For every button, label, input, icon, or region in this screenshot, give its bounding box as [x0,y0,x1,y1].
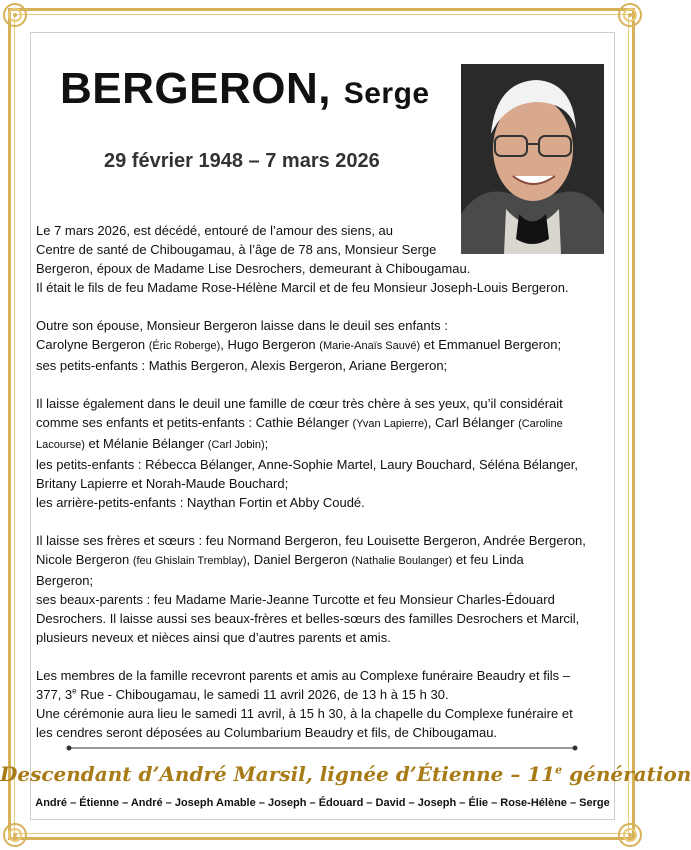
lineage-title [0,762,691,786]
ornament-corner-icon [615,0,645,30]
ordinal-suffix: e [555,763,563,777]
paragraph-death [36,221,610,297]
paragraph-heart-family [36,394,610,512]
text-line: les cendres seront déposées au Columbarium Beaudry et fils, de Chibougamau. [36,725,498,740]
text-run: et Mélanie Bélanger [84,436,208,451]
text-run: Nicole Bergeron [36,552,133,567]
spouse-note: (Caroline [518,418,563,430]
spouse-note: (Carl Jobin) [207,439,265,451]
ordinal-suffix: e [72,686,77,696]
text-line: Centre de santé de Chibougamau, à l’âge de 78 ans, Monsieur Serge [36,242,437,257]
text-line [36,434,610,455]
lineage-chain: André – Étienne – André – Joseph Amable – Joseph – Édouard – David – Joseph – Élie – Rose-Hélène – Serge [35,797,610,809]
spouse-note: (Yvan Lapierre) [352,418,428,430]
spouse-note: (Éric Roberge) [148,340,221,352]
text-line: Britany Lapierre et Norah-Maude Bouchard; [36,476,289,491]
paragraph-funeral [36,666,610,742]
surname: BERGERON [60,64,319,113]
paragraph-children [36,316,610,375]
paragraph-siblings [36,531,610,647]
text-line: Il laisse ses frères et sœurs : feu Normand Bergeron, feu Louisette Bergeron, Andrée Bergeron, [36,533,586,548]
spouse-note: (Marie-Anaïs Sauvé) [319,340,421,352]
text-line: Outre son épouse, Monsieur Bergeron laisse dans le deuil ses enfants : [36,318,448,333]
text-line: les petits-enfants : Rébecca Bélanger, Anne-Sophie Martel, Laury Bouchard, Séléna Bélanger, [36,457,579,472]
text-line: les arrière-petits-enfants : Naythan Fortin et Abby Coudé. [36,495,365,510]
lineage-title-text: Descendant d’André Marsil, lignée d’Étienne – 11 [0,762,556,786]
ornament-corner-icon [0,0,30,30]
spouse-note: (feu Ghislain Tremblay) [132,555,247,567]
ornament-corner-icon [0,820,30,850]
text-line: Il laisse également dans le deuil une famille de cœur très chère à ses yeux, qu’il considérait [36,396,563,411]
text-run: , Daniel Bergeron [246,552,352,567]
spouse-note: Lacourse) [36,439,85,451]
life-dates: 29 février 1948 – 7 mars 2026 [104,150,380,172]
text-line: Bergeron, époux de Madame Lise Desrochers, demeurant à Chibougamau. [36,261,471,276]
text-line: Bergeron; [36,573,94,588]
text-line [36,413,610,434]
text-line [36,685,610,704]
text-line: plusieurs neveux et nièces ainsi que d’autres parents et amis. [36,630,391,645]
deceased-name: BERGERON, Serge [60,64,430,113]
divider-line [66,745,578,751]
text-line: Desrochers. Il laisse aussi ses beaux-frères et belles-sœurs des familles Desrochers et Marcil, [36,611,580,626]
text-run: , Carl Bélanger [427,415,519,430]
text-line: Il était le fils de feu Madame Rose-Hélène Marcil et de feu Monsieur Joseph-Louis Bergeron. [36,280,569,295]
ornament-corner-icon [615,820,645,850]
text-run: Carolyne Bergeron [36,337,149,352]
lineage-title-end: génération [562,762,691,786]
spouse-note: (Nathalie Boulanger) [351,555,453,567]
text-line: ses beaux-parents : feu Madame Marie-Jeanne Turcotte et feu Monsieur Charles-Édouard [36,592,555,607]
text-line: Une cérémonie aura lieu le samedi 11 avril, à 15 h 30, à la chapelle du Complexe funéraire et [36,706,573,721]
text-run: 377, 3 [36,687,73,702]
text-line: Le 7 mars 2026, est décédé, entouré de l’amour des siens, au [36,223,393,238]
text-run: ; [264,436,269,451]
text-line: Les membres de la famille recevront parents et amis au Complexe funéraire Beaudry et fils – [36,668,570,683]
text-run: Rue - Chibougamau, le samedi 11 avril 2026, de 13 h à 15 h 30. [76,687,449,702]
text-line [36,335,610,356]
text-run: et Emmanuel Bergeron; [420,337,562,352]
text-run: et feu Linda [452,552,524,567]
text-line [36,550,610,571]
given-name: Serge [343,77,430,110]
text-line: ses petits-enfants : Mathis Bergeron, Alexis Bergeron, Ariane Bergeron; [36,358,448,373]
text-run: comme ses enfants et petits-enfants : Cathie Bélanger [36,415,353,430]
obituary-text [36,221,610,761]
text-run: , Hugo Bergeron [220,337,320,352]
